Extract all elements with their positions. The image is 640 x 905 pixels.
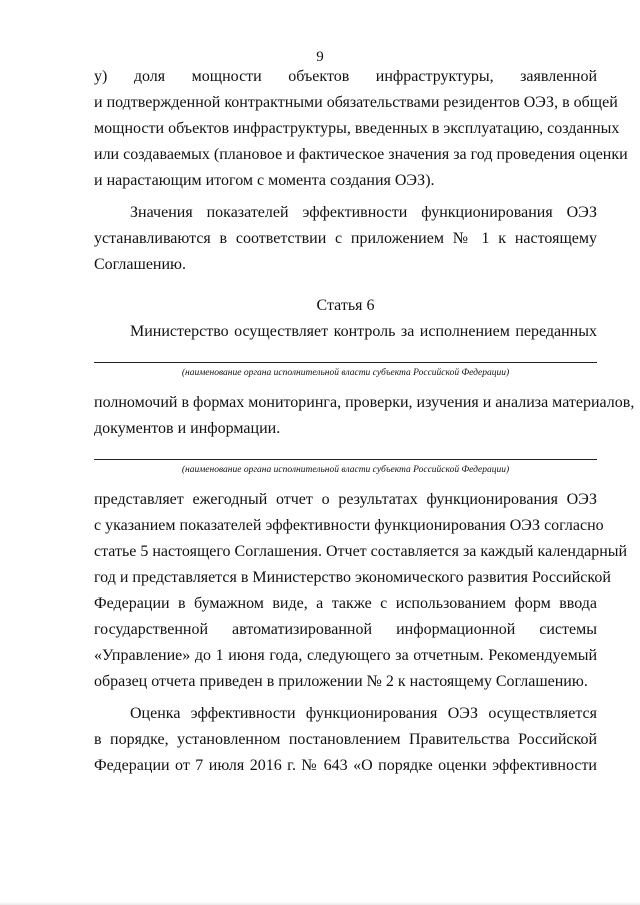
text-line: статье 5 настоящего Соглашения. Отчет составляется за каждый календарный [94, 543, 628, 560]
text-line: устанавливаются в соответствии с приложением № 1 к настоящему [94, 230, 597, 247]
page-number: 9 [316, 49, 324, 65]
paragraph-infrastructure-share [94, 64, 628, 194]
text-line: и нарастающим итогом с момента создания ОЭЗ). [94, 172, 435, 189]
paragraph-control-forms [94, 390, 635, 442]
text-line: год и представляется в Министерство экономического развития Российской [94, 569, 611, 586]
text-line: Министерство осуществляет контроль за исполнением переданных [130, 323, 597, 340]
text-line: «Управление» до 1 июня года, следующего за отчетным. Рекомендуемый [94, 647, 597, 664]
text-line: полномочий в формах мониторинга, проверки, изучения и анализа материалов, [94, 394, 635, 411]
paragraph-indicator-values [94, 200, 597, 278]
paragraph-efficiency-assessment [94, 701, 597, 779]
text-line: мощности объектов инфраструктуры, введенных в эксплуатацию, созданных [94, 120, 620, 137]
text-line: образец отчета приведен в приложении № 2 к настоящему Соглашению. [94, 673, 588, 690]
blank-fill-line [94, 459, 597, 460]
blank-fill-line [94, 362, 597, 363]
text-line: или создаваемых (плановое и фактическое значения за год проведения оценки [94, 146, 628, 163]
text-line: государственной автоматизированной информационной системы [94, 621, 597, 638]
text-line: Значения показателей эффективности функционирования ОЭЗ [130, 204, 597, 221]
article-title: Статья 6 [316, 297, 375, 314]
text-line: с указанием показателей эффективности функционирования ОЭЗ согласно [94, 517, 604, 534]
text-line: в порядке, установленном постановлением Правительства Российской [94, 731, 597, 748]
text-line: документов и информации. [94, 420, 281, 437]
field-caption: (наименование органа исполнительной власти субъекта Российской Федерации) [181, 465, 510, 475]
paragraph-annual-report [94, 487, 628, 695]
text-line: Соглашению. [94, 256, 187, 273]
text-line: Оценка эффективности функционирования ОЭЗ осуществляется [130, 705, 597, 722]
field-caption: (наименование органа исполнительной власти субъекта Российской Федерации) [181, 368, 510, 378]
text-line: Федерации в бумажном виде, а также с использованием форм ввода [94, 595, 597, 612]
document-body [94, 64, 635, 779]
text-line: Федерации от 7 июля 2016 г. № 643 «О порядке оценки эффективности [94, 757, 597, 774]
text-line: у) доля мощности объектов инфраструктуры, заявленной [94, 68, 597, 85]
text-line: представляет ежегодный отчет о результатах функционирования ОЭЗ [94, 491, 597, 508]
text-line: и подтвержденной контрактными обязательствами резидентов ОЭЗ, в общей [94, 94, 618, 111]
